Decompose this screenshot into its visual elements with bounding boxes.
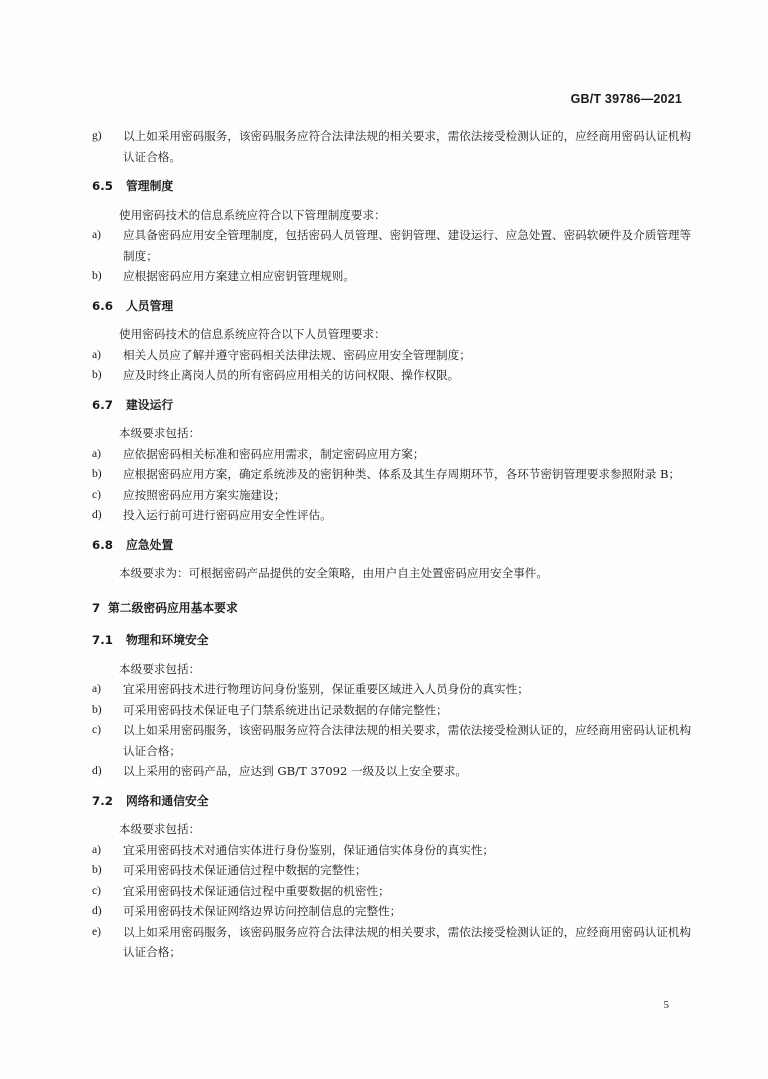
section-heading-6-6 bbox=[92, 296, 692, 317]
section-title: 人员管理 bbox=[126, 298, 174, 313]
list-item bbox=[92, 505, 692, 526]
list-item bbox=[92, 126, 692, 167]
chapter-heading-7 bbox=[92, 598, 692, 619]
item-text: 应根据密码应用方案建立相应密钥管理规则。 bbox=[123, 269, 355, 283]
section-title: 物理和环境安全 bbox=[126, 633, 209, 647]
section-number: 6.5 bbox=[92, 179, 113, 193]
list-item bbox=[92, 266, 692, 287]
item-label: b) bbox=[92, 863, 102, 876]
list-item bbox=[92, 840, 692, 861]
item-label: a) bbox=[92, 347, 102, 361]
item-label: d) bbox=[92, 508, 102, 521]
list-item bbox=[92, 922, 692, 963]
item-label: b) bbox=[92, 467, 102, 480]
item-text: 应具备密码应用安全管理制度，包括密码人员管理、密钥管理、建设运行、应急处置、密码软硬件及介质管理等制度； bbox=[123, 228, 692, 263]
section-heading-7-2 bbox=[92, 791, 692, 812]
list-item bbox=[92, 761, 692, 782]
section-number: 6.7 bbox=[92, 397, 113, 412]
list-item bbox=[92, 700, 692, 721]
page-number: 5 bbox=[663, 999, 669, 1011]
standard-number: GB/T 39786—2021 bbox=[570, 92, 682, 106]
item-text: 可采用密码技术保证电子门禁系统进出记录数据的存储完整性； bbox=[123, 702, 448, 717]
item-label: g) bbox=[92, 129, 102, 142]
chapter-title: 第二级密码应用基本要求 bbox=[108, 600, 238, 615]
item-label: b) bbox=[92, 269, 102, 282]
item-label: b) bbox=[92, 702, 102, 716]
section-title: 建设运行 bbox=[126, 397, 174, 412]
section-heading-6-8 bbox=[92, 535, 692, 556]
list-item bbox=[92, 485, 692, 506]
section-number: 6.8 bbox=[92, 537, 113, 552]
item-label: a) bbox=[92, 682, 102, 695]
item-label: d) bbox=[92, 904, 102, 917]
section-intro: 本级要求包括： bbox=[119, 661, 201, 676]
list-item bbox=[92, 444, 692, 465]
item-text: 应根据密码应用方案，确定系统涉及的密钥种类、体系及其生存周期环节，各环节密钥管理要求参照附录 B； bbox=[123, 467, 681, 481]
item-label: c) bbox=[92, 883, 102, 897]
item-label: a) bbox=[92, 228, 102, 241]
item-text: 投入运行前可进行密码应用安全性评估。 bbox=[123, 508, 332, 522]
section-intro: 本级要求包括： bbox=[119, 822, 201, 836]
list-item bbox=[92, 860, 692, 881]
item-label: e) bbox=[92, 924, 102, 938]
list-item bbox=[92, 225, 692, 266]
page-content bbox=[92, 126, 692, 963]
item-text: 以上如采用密码服务，该密码服务应符合法律法规的相关要求，需依法接受检测认证的，应经商用密码认证机构认证合格； bbox=[123, 924, 692, 959]
item-text: 宜采用密码技术对通信实体进行身份鉴别，保证通信实体身份的真实性； bbox=[123, 842, 495, 857]
section-heading-6-7 bbox=[92, 395, 692, 416]
section-title: 网络和通信安全 bbox=[126, 793, 209, 808]
section-title: 应急处置 bbox=[126, 537, 174, 552]
item-text: 应依据密码相关标准和密码应用需求，制定密码应用方案； bbox=[123, 446, 425, 461]
chapter-number: 7 bbox=[92, 600, 101, 615]
item-text: 可采用密码技术保证网络边界访问控制信息的完整性； bbox=[123, 904, 402, 918]
item-text: 可采用密码技术保证通信过程中数据的完整性； bbox=[123, 863, 367, 877]
item-label: a) bbox=[92, 446, 102, 460]
item-text: 应按照密码应用方案实施建设； bbox=[123, 487, 286, 502]
section-title: 管理制度 bbox=[126, 179, 174, 193]
section-heading-6-5 bbox=[92, 176, 692, 197]
section-number: 6.6 bbox=[92, 298, 113, 313]
list-item bbox=[92, 365, 692, 386]
section-number: 7.2 bbox=[92, 793, 113, 808]
list-item bbox=[92, 901, 692, 922]
item-label: a) bbox=[92, 842, 102, 856]
item-label: d) bbox=[92, 764, 102, 777]
section-intro: 使用密码技术的信息系统应符合以下人员管理要求： bbox=[119, 327, 386, 341]
item-text: 相关人员应了解并遵守密码相关法律法规、密码应用安全管理制度； bbox=[123, 347, 471, 362]
item-text: 以上采用的密码产品，应达到 GB/T 37092 一级及以上安全要求。 bbox=[123, 764, 468, 778]
section-intro: 使用密码技术的信息系统应符合以下管理制度要求： bbox=[119, 207, 386, 222]
item-text: 以上如采用密码服务，该密码服务应符合法律法规的相关要求，需依法接受检测认证的，应经商用密码认证机构认证合格； bbox=[123, 723, 692, 758]
section-number: 7.1 bbox=[92, 633, 113, 647]
item-label: c) bbox=[92, 723, 102, 736]
item-label: c) bbox=[92, 487, 102, 501]
item-text: 宜采用密码技术保证通信过程中重要数据的机密性； bbox=[123, 883, 390, 898]
item-label: b) bbox=[92, 368, 102, 381]
section-heading-7-1 bbox=[92, 630, 692, 651]
item-text: 以上如采用密码服务，该密码服务应符合法律法规的相关要求，需依法接受检测认证的，应经商用密码认证机构认证合格。 bbox=[123, 129, 692, 164]
item-text: 宜采用密码技术进行物理访问身份鉴别，保证重要区域进入人员身份的真实性； bbox=[123, 682, 529, 696]
list-item bbox=[92, 679, 692, 700]
item-text: 应及时终止离岗人员的所有密码应用相关的访问权限、操作权限。 bbox=[123, 368, 460, 382]
list-item bbox=[92, 881, 692, 902]
section-intro: 本级要求包括： bbox=[119, 426, 201, 440]
list-item bbox=[92, 345, 692, 366]
list-item bbox=[92, 720, 692, 761]
section-intro: 本级要求为：可根据密码产品提供的安全策略，由用户自主处置密码应用安全事件。 bbox=[119, 566, 548, 580]
list-item bbox=[92, 464, 692, 485]
